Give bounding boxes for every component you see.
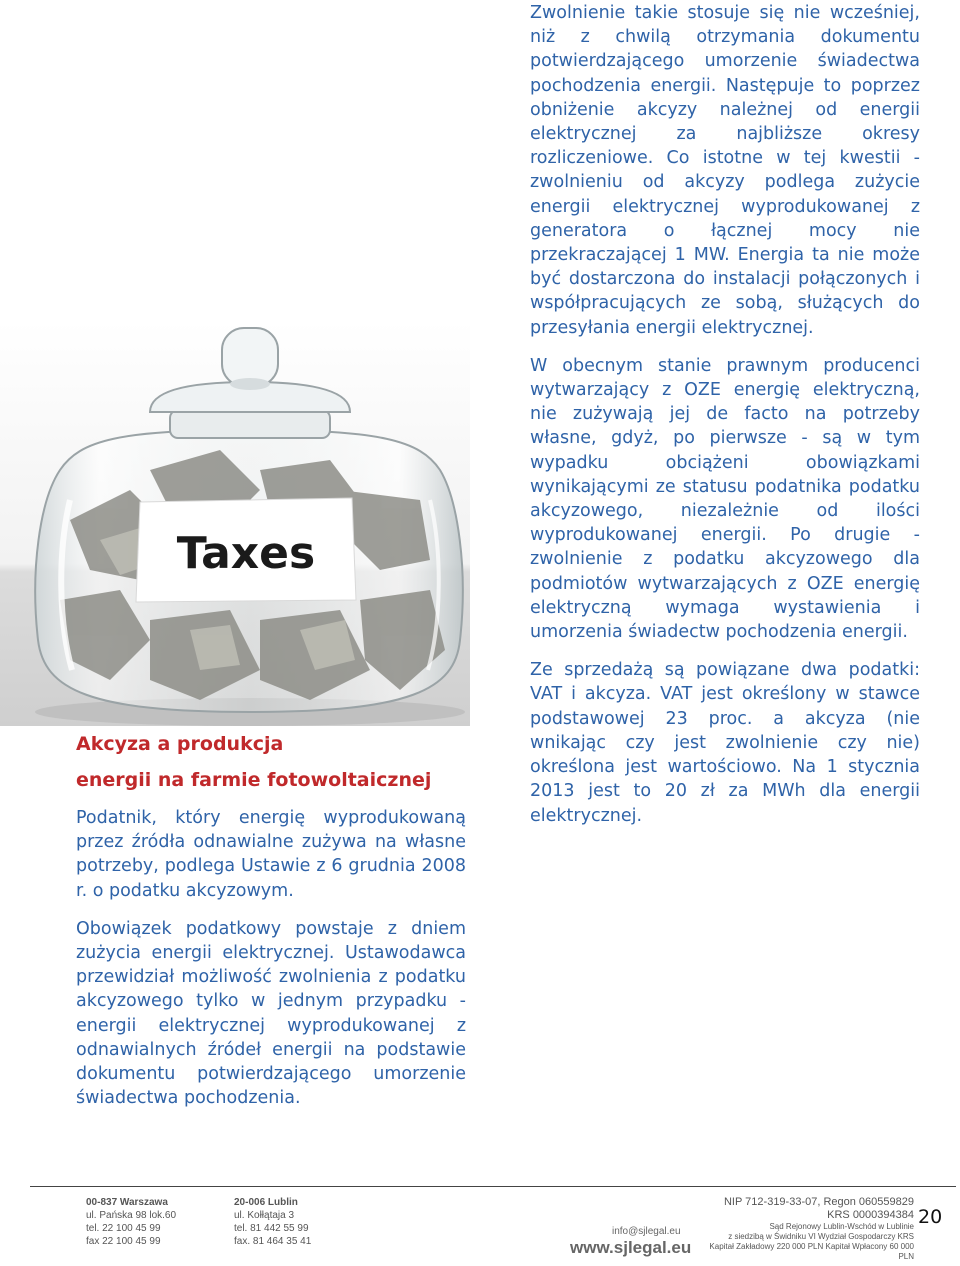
taxes-jar-photo [0, 320, 470, 726]
lublin-tel: tel. 81 442 55 99 [234, 1223, 309, 1234]
right-paragraph-2: W obecnym stanie prawnym producenci wytwarzający z OZE energię elektryczną, nie zużywają jej de facto na potrzeby własne, gdyż, po pierwsze - są w tym wypadku obciążeni obowiązkami wynikającymi ze statusu podatnika podatku akcyzowego, niezależnie od ilości wyprodukowanej energii. Po drugie - zwolnienie z podatku akcyzowego dla podmiotów wytwarzających z OZE energię elektryczną wymaga wystawienia i umorzenia świadectw pochodzenia energii. [530, 355, 920, 643]
left-paragraph-1: Podatnik, który energię wyprodukowaną przez źródła odnawialne zużywa na własne potrzeby, podlega Ustawie z 6 grudnia 2008 r. o podatku akcyzowym. [76, 808, 466, 901]
left-column [76, 728, 466, 1110]
krs-number: KRS 0000394384 [827, 1209, 914, 1221]
right-paragraph-1: Zwolnienie takie stosuje się nie wcześniej, niż z chwilą otrzymania dokumentu potwierdzającego umorzenie świadectwa pochodzenia energii. Następuje to poprzez obniżenie akcyzy należnej od energii elektrycznej za najbliższe okresy rozliczeniowe. Co istotne w tej kwestii - zwolnieniu od akcyzy podlega zużycie energii elektrycznej wyprodukowanej z generatora o łącznej mocy nie przekraczającej 1 MW. Energia ta nie może być dostarczona do instalacji połączonych i współpracujących ze sobą, służących do przesyłania energii elektrycznej. [530, 3, 920, 338]
court-line-2: z siedzibą w Świdniku VI Wydział Gospodarczy KRS [728, 1232, 914, 1241]
section-heading-line2: energii na farmie fotowoltaicznej [76, 769, 432, 791]
right-column [530, 1, 920, 828]
left-paragraph-2: Obowiązek podatkowy powstaje z dniem zużycia energii elektrycznej. Ustawodawca przewidział możliwość zwolnienia z podatku akcyzowego tylko w jednym przypadku - energii elektrycznej wyprodukowanej z odnawialnych źródeł energii na podstawie dokumentu potwierdzającego umorzenie świadectwa pochodzenia. [76, 918, 466, 1109]
footer-email[interactable]: info@sjlegal.eu [612, 1226, 681, 1237]
footer-company-info [706, 1196, 914, 1262]
lublin-street: ul. Kołłątaja 3 [234, 1210, 295, 1221]
footer-website[interactable]: www.sjlegal.eu [570, 1238, 692, 1257]
nip-regon: NIP 712-319-33-07, Regon 060559829 [723, 1196, 914, 1208]
lublin-city: 20-006 Lublin [234, 1197, 298, 1208]
footer-warsaw-address [86, 1196, 176, 1248]
page-number: 20 [918, 1206, 943, 1228]
jar-label-text: Taxes [176, 528, 316, 579]
right-paragraph-3: Ze sprzedażą są powiązane dwa podatki: VAT i akcyza. VAT jest określony w stawce podstawowej 23 proc. a akcyza (nie wnikając czy jest zwolnienie czy nie) określona jest wartościowo. Na 1 stycznia 2013 jest to 20 zł za MWh dla energii elektrycznej. [530, 660, 920, 826]
section-heading-line1: Akcyza a produkcja [76, 733, 284, 755]
footer-divider [30, 1186, 956, 1187]
capital-line: Kapitał Zakładowy 220 000 PLN Kapitał Wpłacony 60 000 PLN [709, 1242, 914, 1261]
warsaw-city: 00-837 Warszawa [86, 1197, 168, 1208]
warsaw-street: ul. Pańska 98 lok.60 [86, 1210, 177, 1221]
court-line-1: Sąd Rejonowy Lublin-Wschód w Lublinie [769, 1222, 914, 1231]
warsaw-tel: tel. 22 100 45 99 [86, 1223, 161, 1234]
warsaw-fax: fax 22 100 45 99 [86, 1236, 161, 1247]
footer-lublin-address [234, 1196, 311, 1248]
lublin-fax: fax. 81 464 35 41 [234, 1236, 312, 1247]
